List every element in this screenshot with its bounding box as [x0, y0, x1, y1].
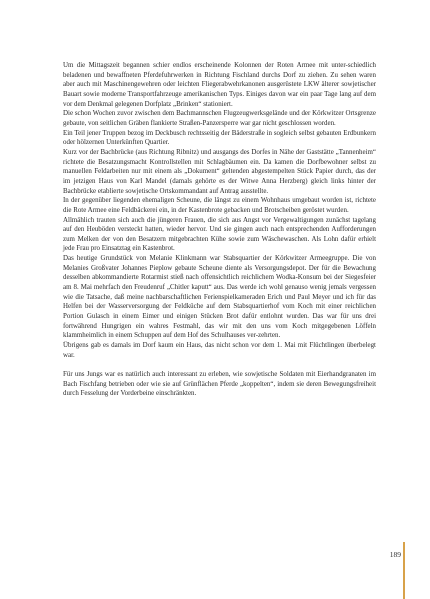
paragraph-1: Um die Mittagszeit begannen schier endlos erscheinende Kolonnen der Roten Armee mit unter-schiedlich beladenen und bewaffneten Pferdefuhrwerken in Richtung Fischland durchs Dorf zu ziehen. Zu sehen waren aber auch mit Maschinengewehren oder leichten Fliegerabwehrkanonen ausgerüstete LKW älterer sowjetischer Bauart sowie moderne Transportfahrzeuge amerikanischen Typs. Einiges davon war ein paar Tage lang auf dem vor dem Denkmal gelegenen Dorfplatz „Brinken“ stationiert. — [63, 61, 376, 108]
paragraph-9: Für uns Jungs war es natürlich auch interessant zu erleben, wie sowjetische Soldaten mit Eierhandgranaten im Bach Fischfang betrieben oder wie sie auf Grünflächen Pferde „koppelten“, indem sie deren Bewegungsfreiheit durch Fesselung der Vorderbeine einschränkten. — [63, 369, 376, 398]
page-number: 189 — [389, 550, 401, 559]
paragraph-5: In der gegenüber liegenden ehemaligen Scheune, die längst zu einem Wohnhaus umgebaut worden ist, richtete die Rote Armee eine Feldbäckerei ein, in der Kastenbrote gebacken und Brotscheiben geröstet wurden. — [63, 196, 376, 214]
paragraph-4: Kurz vor der Bachbrücke (aus Richtung Ribnitz) und ausgangs des Dorfes in Nähe der Gaststätte „Tannenheim“ richtete die Besatzungsmacht Kontrollstellen mit Schlagbäumen ein. Da kamen die Dorfbewohner selbst zu manuellen Feldarbeiten nur mit einem als „Dokument“ geltenden abgestempelten Stück Papier durch, das der im jetzigen Haus von Karl Mandel (damals gehörte es der Witwe Anna Herzberg) gleich links hinter der Bachbrücke etablierte sowjetische Ortskommandant auf Antrag ausstellte. — [63, 147, 376, 195]
page-edge-rule — [403, 542, 405, 599]
paragraph-2: Die schon Wochen zuvor zwischen dem Bachmannschen Flugzeugwerksgelände und der Körkwitzer Ortsgrenze gebaute, von seitlichen Gräben flankierte Straßen-Panzersperre war gar nicht geschlossen worden. — [63, 109, 376, 127]
paragraph-7: Das heutige Grundstück von Melanie Klinkmann war Stabsquartier der Körkwitzer Armeegruppe. Die von Melanies Großvater Johannes Pieplow gebaute Scheune diente als Versorgungsdepot. Der für die Bewachung desselben abkommandierte Rotarmist stieß nach offensichtlich reichlichem Wodka-Konsum bei der Siegesfeier am 8. Mai mehrfach den Freudenruf „Chitler kaputt“ aus. Das werde ich wohl genauso wenig jemals vergessen wie die Tatsache, daß meine nachbarschaftlichen Ferienspielkameraden Erich und Paul Meyer und ich für das Helfen bei der Wasserversorgung der Feldküche auf dem Stabsquartierhof vom Koch mit einer reichlichen Portion Gulasch in einem Eimer und einigen Stücken Brot dafür entlohnt wurden. Das war für uns drei fortwährend Hungrigen ein wahres Festmahl, das wir mit den uns vom Koch mitgegebenen Löffeln klammheimlich in einem Schuppen auf dem Hof des Schulhauses ver-zehrten. — [63, 254, 376, 340]
body-text — [63, 61, 376, 399]
paragraph-3: Ein Teil jener Truppen bezog im Deckbusch rechtsseitig der Bäderstraße in sogleich selbst gebauten Erdbunkern oder hölzernen Unterkünften Quartier. — [63, 128, 376, 147]
paragraph-6: Allmählich trauten sich auch die jüngeren Frauen, die sich aus Angst vor Vergewaltigungen zunächst tagelang auf den Heuböden versteckt hatten, wieder hervor. Und sie gingen auch nach entsprechenden Aufforderungen zum Melken der von den Besatzern mitgebrachten Kühe sowie zum Wäschewaschen. Als Lohn dafür erhielt jede Frau pro Einsatztag ein Kastenbrot. — [63, 215, 376, 253]
paragraph-8: Übrigens gab es damals im Dorf kaum ein Haus, das nicht schon vor dem 1. Mai mit Flüchtlingen überbelegt war. — [63, 341, 376, 359]
